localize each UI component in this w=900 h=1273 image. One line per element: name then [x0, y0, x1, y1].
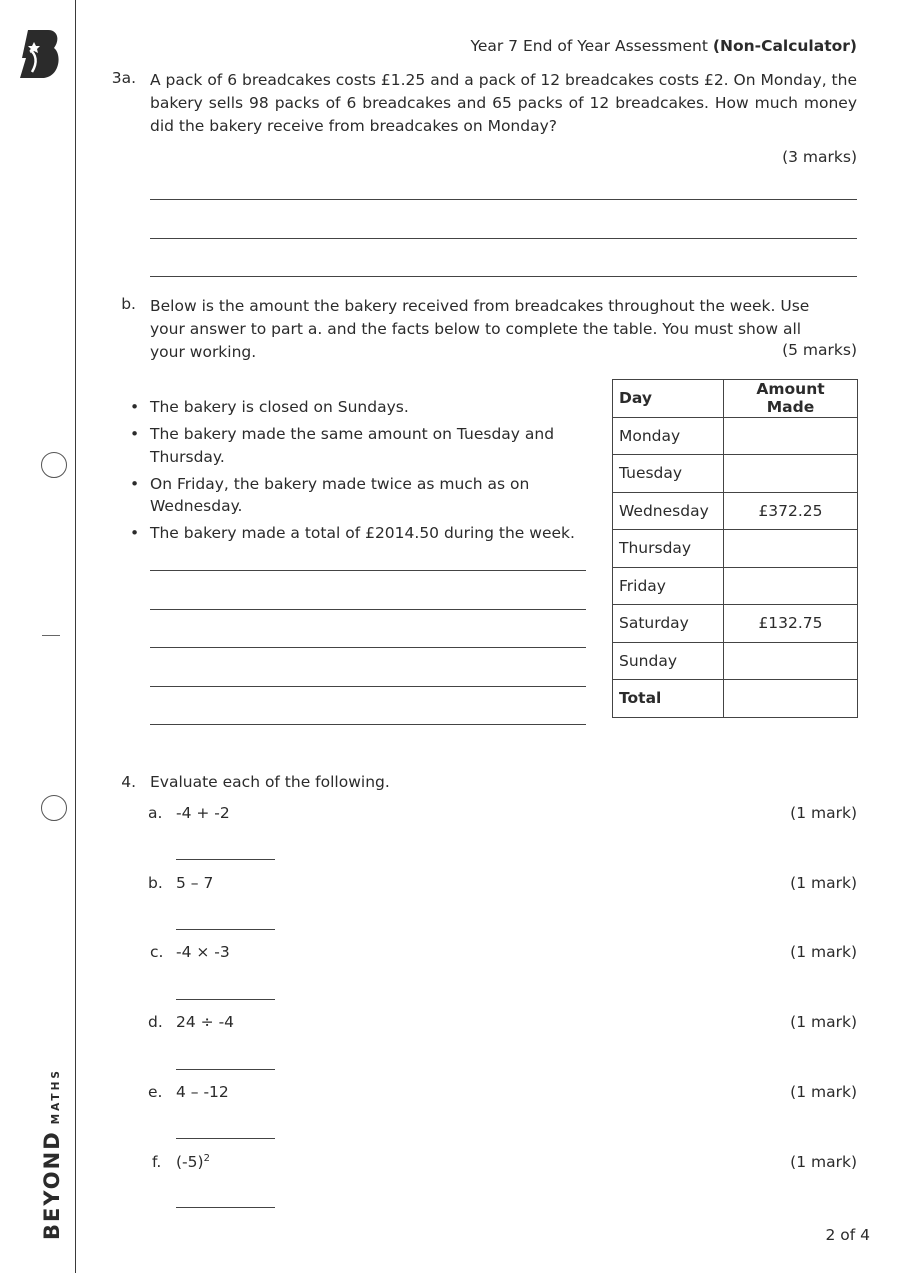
table-row — [613, 605, 858, 643]
amount-cell: £372.25 — [724, 492, 858, 530]
question-3b-number: b. — [121, 295, 136, 313]
part-expression-f — [176, 1153, 210, 1171]
fold-mark — [42, 635, 60, 636]
table-row — [613, 567, 858, 605]
amount-cell: £132.75 — [724, 605, 858, 643]
day-cell: Tuesday — [613, 455, 724, 493]
fact-item — [130, 423, 600, 468]
answer-line[interactable] — [176, 1069, 275, 1070]
answer-line[interactable] — [176, 1207, 275, 1208]
facts-list — [130, 396, 600, 549]
question-4-text: Evaluate each of the following. — [150, 773, 390, 791]
part-label: b. — [148, 874, 163, 892]
page-header — [470, 37, 857, 55]
answer-line[interactable] — [150, 276, 857, 277]
amount-cell[interactable] — [724, 530, 858, 568]
header-title-bold: (Non-Calculator) — [712, 37, 857, 55]
amount-cell[interactable] — [724, 642, 858, 680]
answer-line[interactable] — [150, 238, 857, 239]
working-line[interactable] — [150, 724, 586, 725]
brand-wordmark — [40, 1068, 64, 1240]
brand-small: MATHS — [50, 1068, 62, 1125]
part-expression: (-5) — [176, 1153, 204, 1172]
part-expression: -4 + -2 — [176, 804, 230, 822]
day-cell: Sunday — [613, 642, 724, 680]
answer-line[interactable] — [176, 999, 275, 1000]
part-expression: 5 – 7 — [176, 874, 214, 892]
part-marks: (1 mark) — [790, 1083, 857, 1101]
header-title: Year 7 End of Year Assessment — [470, 37, 708, 55]
table-header-day: Day — [613, 380, 724, 418]
fact-text: The bakery made a total of £2014.50 during the week. — [150, 524, 575, 542]
punch-hole-circle — [41, 795, 67, 821]
part-exponent: 2 — [203, 1153, 210, 1164]
bakery-table — [612, 379, 858, 718]
day-cell: Friday — [613, 567, 724, 605]
total-amount-cell[interactable] — [724, 680, 858, 718]
fact-text: On Friday, the bakery made twice as much as on Wednesday. — [150, 474, 530, 515]
part-marks: (1 mark) — [790, 1153, 857, 1171]
question-3b-text: Below is the amount the bakery received from breadcakes throughout the week. Use your answer to part a. and the facts below to complete the table. You must show all your working. — [150, 297, 810, 361]
bullet-icon: • — [130, 425, 140, 443]
part-label: e. — [148, 1083, 163, 1101]
day-cell: Monday — [613, 417, 724, 455]
working-line[interactable] — [150, 570, 586, 571]
part-marks: (1 mark) — [790, 1013, 857, 1031]
fact-item — [130, 522, 600, 545]
fact-text: The bakery made the same amount on Tuesday and Thursday. — [150, 425, 555, 466]
part-label: f. — [152, 1153, 162, 1171]
fact-item — [130, 473, 600, 518]
punch-hole-circle — [41, 452, 67, 478]
part-marks: (1 mark) — [790, 874, 857, 892]
day-cell: Thursday — [613, 530, 724, 568]
sidebar-divider — [75, 0, 76, 1273]
amount-cell[interactable] — [724, 417, 858, 455]
part-expression: 4 – -12 — [176, 1083, 229, 1101]
working-line[interactable] — [150, 686, 586, 687]
question-3a-marks: (3 marks) — [782, 148, 857, 166]
part-expression: -4 × -3 — [176, 943, 230, 961]
part-label: d. — [148, 1013, 163, 1031]
answer-line[interactable] — [176, 929, 275, 930]
amount-cell[interactable] — [724, 567, 858, 605]
fact-text: The bakery is closed on Sundays. — [150, 398, 409, 416]
bullet-icon: • — [130, 524, 140, 542]
fact-item — [130, 396, 600, 419]
answer-line[interactable] — [176, 859, 275, 860]
table-row — [613, 492, 858, 530]
amount-cell[interactable] — [724, 455, 858, 493]
total-label-cell: Total — [613, 680, 724, 718]
table-header-row — [613, 380, 858, 418]
beyond-logo-icon — [18, 28, 60, 80]
bullet-icon: • — [130, 474, 140, 493]
working-line[interactable] — [150, 647, 586, 648]
part-label: c. — [150, 943, 164, 961]
brand-big: BEYOND — [40, 1130, 64, 1240]
day-cell: Wednesday — [613, 492, 724, 530]
question-3b-marks: (5 marks) — [782, 341, 857, 359]
part-marks: (1 mark) — [790, 943, 857, 961]
table-row — [613, 530, 858, 568]
answer-line[interactable] — [150, 199, 857, 200]
part-marks: (1 mark) — [790, 804, 857, 822]
table-total-row — [613, 680, 858, 718]
table-row — [613, 642, 858, 680]
day-cell: Saturday — [613, 605, 724, 643]
question-4-number: 4. — [121, 773, 136, 791]
bullet-icon: • — [130, 398, 140, 416]
page-number: 2 of 4 — [825, 1226, 870, 1244]
working-line[interactable] — [150, 609, 586, 610]
question-3a-text: A pack of 6 breadcakes costs £1.25 and a pack of 12 breadcakes costs £2. On Monday, the bakery sells 98 packs of 6 breadcakes and 65 packs of 12 breadcakes. How much money did the bakery receive from breadcakes on Monday? — [150, 71, 857, 135]
table-row — [613, 455, 858, 493]
answer-line[interactable] — [176, 1138, 275, 1139]
part-expression: 24 ÷ -4 — [176, 1013, 235, 1031]
part-label: a. — [148, 804, 163, 822]
question-3a-number: 3a. — [111, 69, 136, 87]
table-row — [613, 417, 858, 455]
table-header-amount: Amount Made — [724, 380, 858, 418]
